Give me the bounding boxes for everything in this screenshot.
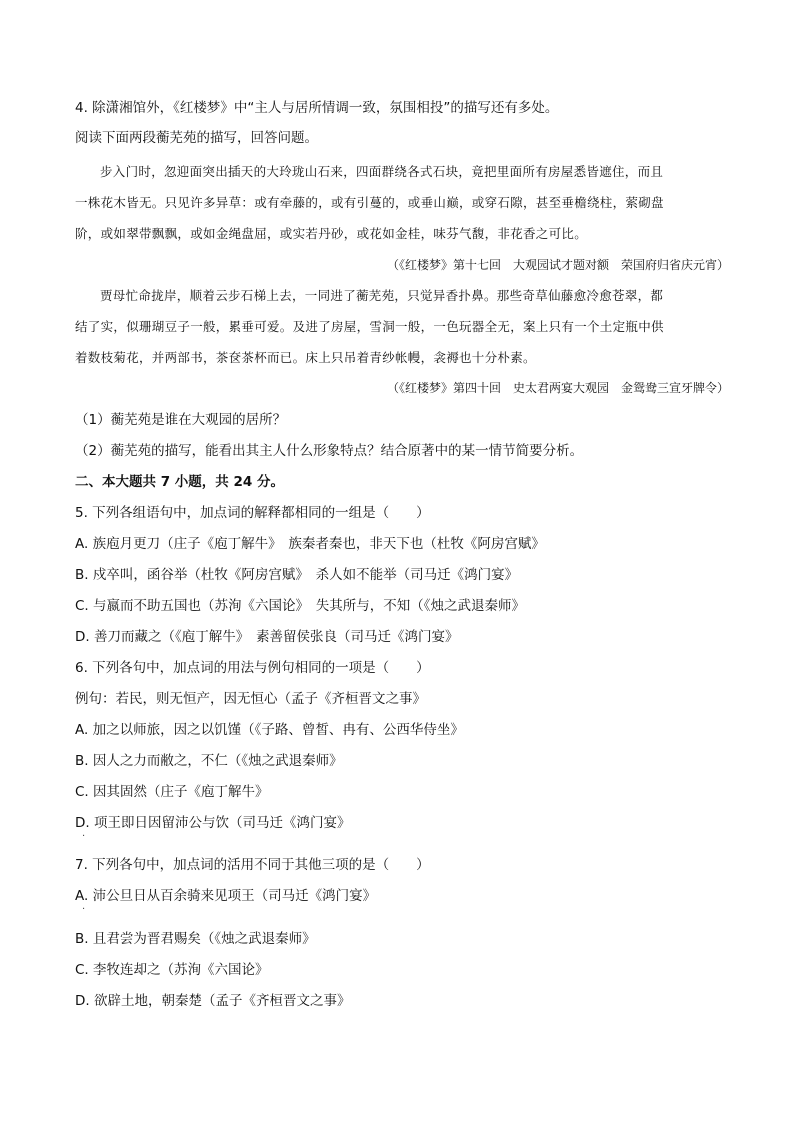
q6-option-d: D. 项王即日因留沛公与饮（司马迁《鸿门宴》 (75, 815, 351, 831)
passage-2-line: 结了实，似珊瑚豆子一般，累垂可爱。及进了房屋，雪洞一般，一色玩器全无，案上只有一个土定瓶中供 (75, 319, 664, 334)
passage-1-source: （《红楼梦》第十七回 大观园试才题对额 荣国府归省庆元宵） (386, 258, 729, 272)
q4-sub-question-2: （2）蘅芜苑的描写，能看出其主人什么形象特点？结合原著中的某一情节简要分析。 (75, 443, 584, 459)
passage-2-source: （《红楼梦》第四十回 史太君两宴大观园 金鸳鸯三宣牙牌令） (386, 381, 729, 395)
q7-option-d: D. 欲辟土地，朝秦楚（孟子《齐桓晋文之事》 (75, 993, 351, 1009)
q6-example: 例句：若民，则无恒产，因无恒心（孟子《齐桓晋文之事》 (75, 691, 426, 707)
passage-2-line: 着数枝菊花，并两部书，茶奁茶杯而已。床上只吊着青纱帐幔，衾褥也十分朴素。 (75, 350, 536, 365)
q7-option-a: A. 沛公旦日从百余骑来见项王（司马迁《鸿门宴》 (75, 888, 377, 904)
q6-option-a: A. 加之以师旅，因之以饥馑（《子路、曾皙、冉有、公西华侍坐》 (75, 722, 464, 738)
q7-stem: 7. 下列各句中，加点词的活用不同于其他三项的是（ ） (75, 857, 430, 873)
q6-stem: 6. 下列各句中，加点词的用法与例句相同的一项是（ ） (75, 660, 430, 676)
q5-option-c: C. 与嬴而不助五国也（苏洵《六国论》 失其所与，不知（《烛之武退秦师》 (75, 598, 526, 614)
q5-option-d: D. 善刀而藏之（《庖丁解牛》 素善留侯张良（司马迁《鸿门宴》 (75, 629, 459, 645)
passage-1-line: 步入门时，忽迎面突出插天的大玲珑山石来，四面群绕各式石块，竟把里面所有房屋悉皆遮住，而且 (100, 164, 664, 179)
emphasis-dot: · (82, 904, 86, 915)
section-2-heading: 二、本大题共 7 小题，共 24 分。 (75, 474, 284, 490)
q7-option-c: C. 李牧连却之（苏洵《六国论》 (75, 962, 269, 978)
q6-option-c: C. 因其固然（庄子《庖丁解牛》 (75, 784, 269, 800)
q5-option-a: A. 族庖月更刀（庄子《庖丁解牛》 族秦者秦也，非天下也（杜牧《阿房宫赋》 (75, 536, 545, 552)
emphasis-dot: · (82, 831, 86, 842)
q4-instruction: 阅读下面两段蘅芜苑的描写，回答问题。 (75, 130, 318, 146)
q5-option-b: B. 戍卒叫，函谷举（杜牧《阿房宫赋》 杀人如不能举（司马迁《鸿门宴》 (75, 567, 519, 583)
passage-1-line: 一株花木皆无。只见许多异草：或有牵藤的，或有引蔓的，或垂山巅，或穿石隙，甚至垂檐绕柱，萦砌盘 (75, 195, 664, 210)
q4-sub-question-1: （1）蘅芜苑是谁在大观园的居所？ (75, 412, 287, 428)
q6-option-b: B. 因人之力而敝之，不仁（《烛之武退秦师》 (75, 753, 343, 769)
q5-stem: 5. 下列各组语句中，加点词的解释都相同的一组是（ ） (75, 505, 430, 521)
q7-option-b: B. 且君尝为晋君赐矣（《烛之武退秦师》 (75, 931, 316, 947)
passage-1-line: 阶，或如翠带飘飘，或如金绳盘屈，或实若丹砂，或花如金桂，味芬气馥，非花香之可比。 (75, 226, 588, 241)
q4-intro: 4. 除潇湘馆外，《红楼梦》中“主人与居所情调一致，氛围相投”的描写还有多处。 (75, 100, 559, 116)
passage-2-line: 贾母忙命拢岸，顺着云步石梯上去，一同进了蘅芜苑，只觉异香扑鼻。那些奇草仙藤愈冷愈苍翠，都 (100, 288, 664, 303)
